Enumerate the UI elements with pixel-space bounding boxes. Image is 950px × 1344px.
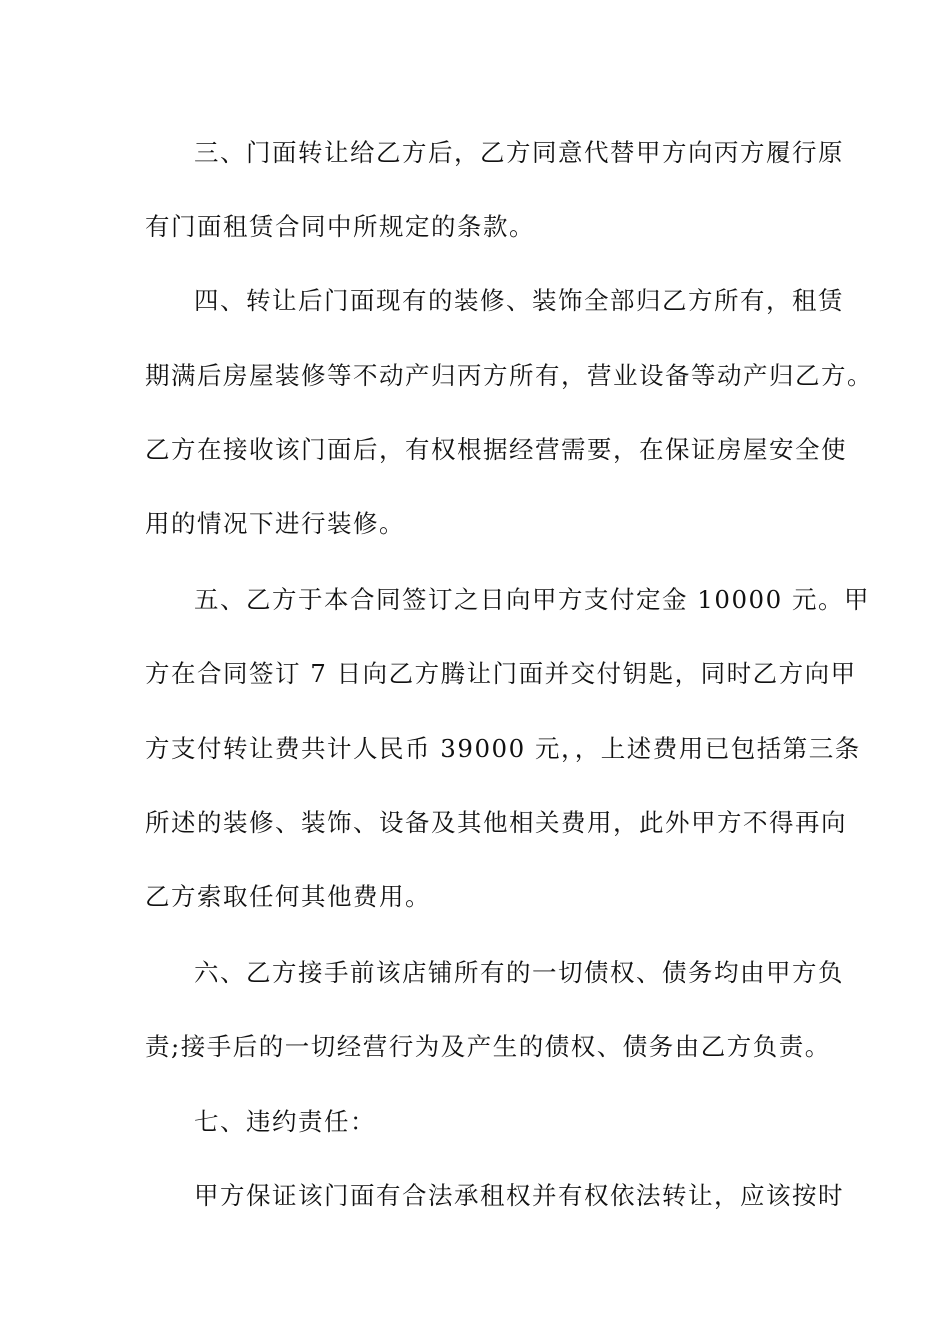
clause-5-line-5: 乙方索取任何其他费用。 [145, 882, 431, 911]
clause-7-heading: 七、违约责任： [194, 1107, 376, 1136]
clause-5-line-2: 方在合同签订 7 日向乙方腾让门面并交付钥匙，同时乙方向甲 [145, 659, 857, 688]
clause-4-line-1: 四、转让后门面现有的装修、装饰全部归乙方所有，租赁 [194, 286, 844, 315]
clause-5-line-3: 方支付转让费共计人民币 39000 元，，上述费用已包括第三条 [145, 734, 861, 763]
clause-4-line-3: 乙方在接收该门面后，有权根据经营需要，在保证房屋安全使 [145, 435, 847, 464]
clause-5-line-4: 所述的装修、装饰、设备及其他相关费用，此外甲方不得再向 [145, 808, 847, 837]
clause-6-line-2: 责;接手后的一切经营行为及产生的债权、债务由乙方负责。 [145, 1032, 831, 1061]
clause-4-line-4: 用的情况下进行装修。 [145, 509, 405, 538]
clause-5-line-1: 五、乙方于本合同签订之日向甲方支付定金 10000 元。甲 [194, 585, 871, 614]
clause-6-line-1: 六、乙方接手前该店铺所有的一切债权、债务均由甲方负 [194, 958, 844, 987]
clause-4-line-2: 期满后房屋装修等不动产归丙方所有，营业设备等动产归乙方。 [145, 361, 873, 390]
clause-3-line-1: 三、门面转让给乙方后，乙方同意代替甲方向丙方履行原 [194, 138, 844, 167]
clause-7-line-1: 甲方保证该门面有合法承租权并有权依法转让，应该按时 [194, 1181, 844, 1210]
clause-3-line-2: 有门面租赁合同中所规定的条款。 [145, 212, 535, 241]
